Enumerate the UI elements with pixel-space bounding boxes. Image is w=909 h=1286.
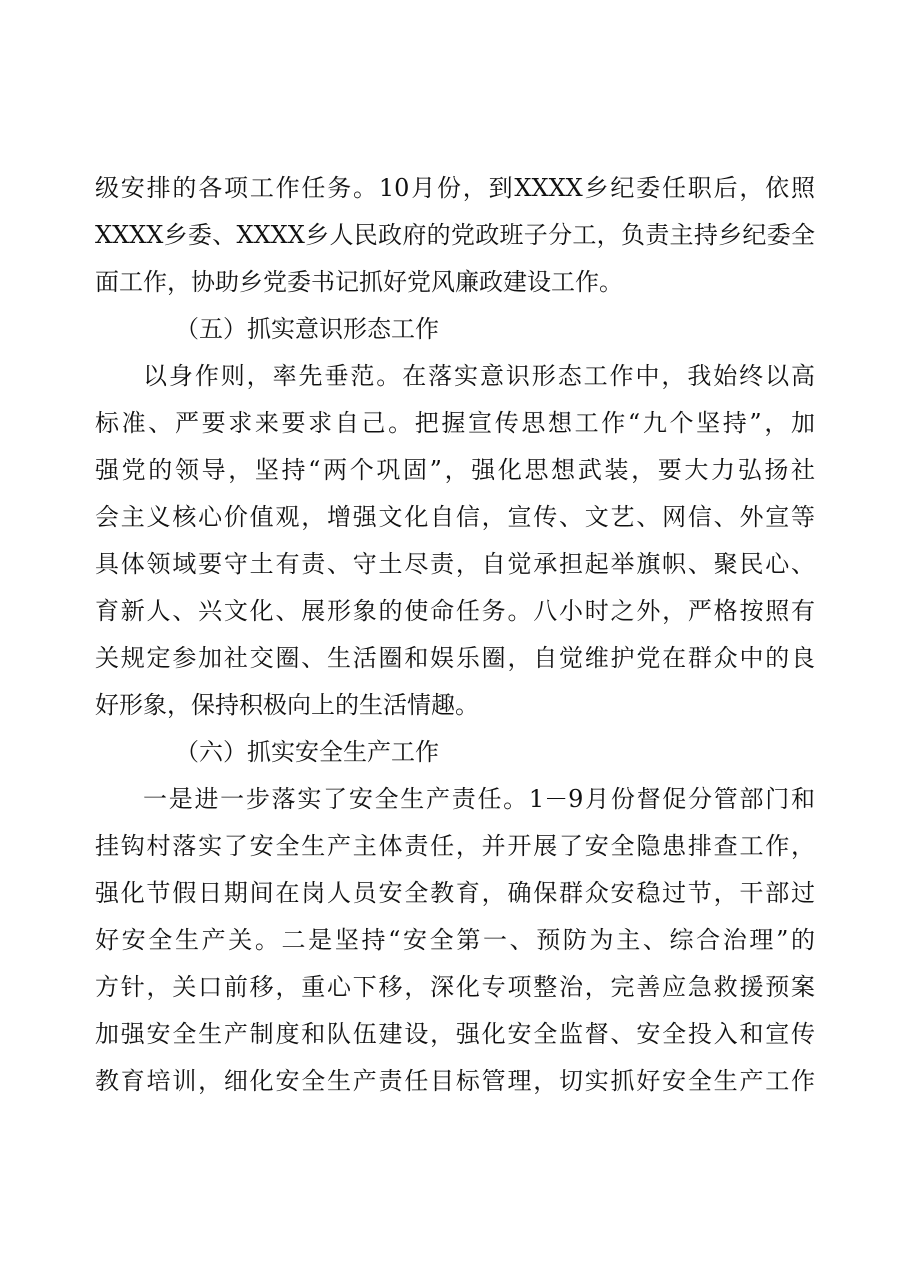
- body-line: 好形象，保持积极向上的生活情趣。: [95, 691, 479, 719]
- section-heading-six: （六）抓实安全生产工作: [175, 738, 439, 766]
- body-line: 强党的领导，坚持“两个巩固”，强化思想武装，要大力弘扬社: [95, 456, 815, 484]
- body-line: XXXX乡委、XXXX乡人民政府的党政班子分工，负责主持乡纪委全: [95, 221, 815, 249]
- body-line: 级安排的各项工作任务。10月份，到XXXX乡纪委任职后，依照: [95, 174, 815, 202]
- body-line: 加强安全生产制度和队伍建设，强化安全监督、安全投入和宣传: [95, 1020, 815, 1048]
- body-line: 育新人、兴文化、展形象的使命任务。八小时之外，严格按照有: [95, 597, 815, 625]
- body-line: 教育培训，细化安全生产责任目标管理，切实抓好安全生产工作: [95, 1067, 815, 1095]
- body-line: 挂钩村落实了安全生产主体责任，并开展了安全隐患排查工作，: [95, 832, 815, 860]
- body-line: 面工作，协助乡党委书记抓好党风廉政建设工作。: [95, 268, 623, 296]
- body-line: 方针，关口前移，重心下移，深化专项整治，完善应急救援预案: [95, 973, 815, 1001]
- body-line: 强化节假日期间在岗人员安全教育，确保群众安稳过节，干部过: [95, 879, 815, 907]
- paragraph-first-line: 一是进一步落实了安全生产责任。1－9月份督促分管部门和: [143, 785, 815, 813]
- section-heading-five: （五）抓实意识形态工作: [175, 315, 439, 343]
- body-line: 标准、严要求来要求自己。把握宣传思想工作“九个坚持”，加: [95, 409, 815, 437]
- paragraph-first-line: 以身作则，率先垂范。在落实意识形态工作中，我始终以高: [143, 362, 815, 390]
- document-body: [95, 165, 815, 1105]
- body-line: 好安全生产关。二是坚持“安全第一、预防为主、综合治理”的: [95, 926, 815, 954]
- body-line: 具体领域要守土有责、守土尽责，自觉承担起举旗帜、聚民心、: [95, 550, 815, 578]
- body-line: 会主义核心价值观，增强文化自信，宣传、文艺、网信、外宣等: [95, 503, 815, 531]
- body-line: 关规定参加社交圈、生活圈和娱乐圈，自觉维护党在群众中的良: [95, 644, 815, 672]
